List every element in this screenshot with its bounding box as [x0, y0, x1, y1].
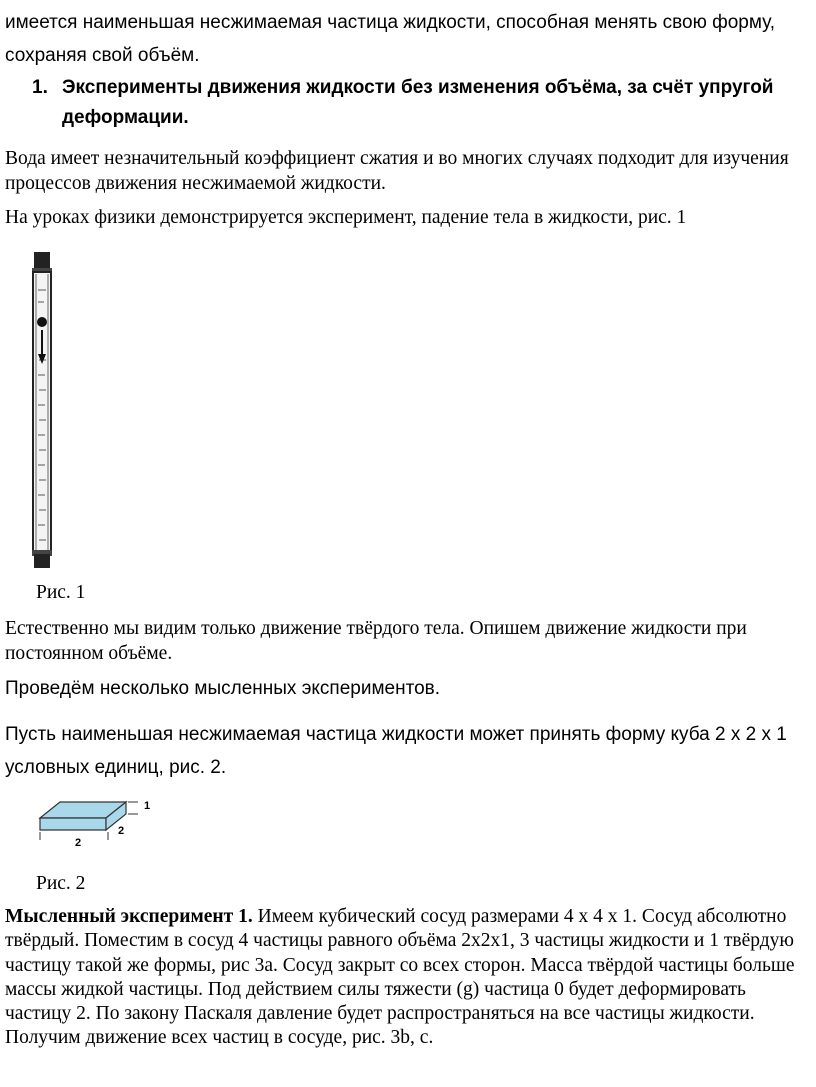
tube-top-cap — [34, 252, 50, 270]
falling-body-tube-figure — [27, 250, 57, 570]
solid-body-paragraph: Естественно мы видим только движение твёрдого тела. Опишем движение жидкости при постоянном объёме. — [5, 618, 747, 664]
cube-paragraph: Пусть наименьшая несжимаемая частица жидкости может принять форму куба 2 х 2 х 1 условных единиц, рис. 2. — [5, 724, 787, 778]
cube-particle-figure — [38, 796, 160, 848]
figure-1-caption: Рис. 1 — [36, 582, 86, 603]
height-label: 1 — [144, 800, 151, 812]
water-paragraph: Вода имеет незначительный коэффициент сжатия и во многих случаях подходит для изучения процессов движения несжимаемой жидкости. — [5, 148, 789, 194]
section-heading — [32, 73, 802, 133]
experiment-1-paragraph — [5, 905, 811, 1051]
figure-2-caption: Рис. 2 — [36, 873, 86, 894]
thought-experiments-paragraph: Проведём несколько мысленных экспериментов. — [5, 678, 441, 699]
intro-paragraph: имеется наименьшая несжимаемая частица жидкости, способная менять свою форму, сохраняя свой объём. — [5, 12, 776, 66]
experiment-1-text: Имеем кубический сосуд размерами 4 х 4 х 1. Сосуд абсолютно твёрдый. Поместим в сосуд 4 частицы равного объёма 2х2х1, 3 частицы жидкости и 1 твёрдую частицу такой же формы, рис 3а. Сосуд закрыт со всех сторон. Масса твёрдой частицы больше массы жидкой частицы. Под действием силы тяжести (g) частица 0 будет деформировать частицу 2. По закону Паскаля давление будет распространяться на все частицы жидкости. Получим движение всех частиц в сосуде, рис. 3b, c. — [5, 906, 795, 1049]
section-title: Эксперименты движения жидкости без изменения объёма, за счёт упругой деформации. — [62, 77, 774, 128]
experiment-1-title: Мысленный эксперимент 1. — [5, 906, 253, 927]
falling-ball — [37, 317, 47, 327]
lesson-paragraph: На уроках физики демонстрируется эксперимент, падение тела в жидкости, рис. 1 — [5, 207, 687, 228]
tube-bottom-cap — [34, 554, 50, 568]
cube-front-face — [40, 818, 106, 830]
width-label: 2 — [75, 837, 82, 848]
depth-label: 2 — [118, 825, 125, 837]
section-number: 1. — [32, 77, 48, 98]
